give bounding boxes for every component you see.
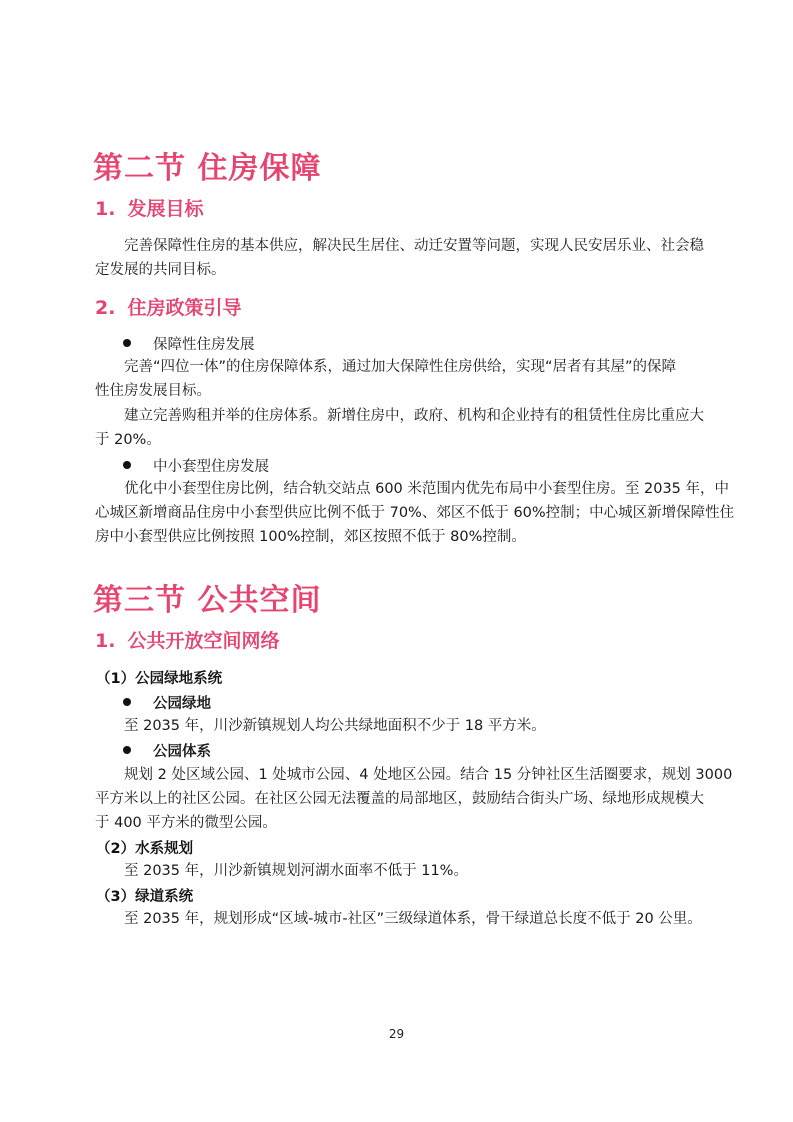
bullet-item <box>123 740 211 761</box>
minor-heading: （2）水系规划 <box>96 841 194 857</box>
bullet-icon <box>123 461 131 469</box>
paragraph-line: 平方米以上的社区公园。在社区公园无法覆盖的局部地区，鼓励结合街头广场、绿地形成规模大 <box>95 791 704 807</box>
paragraph-line: 心城区新增商品住房中小套型供应比例不低于 70%、郊区不低于 60%控制；中心城区新增保障性住 <box>95 505 735 521</box>
subsection-heading <box>95 194 203 221</box>
paragraph-line: 完善保障性住房的基本供应，解决民生居住、动迁安置等问题，实现人民安居乐业、社会稳 <box>124 238 704 254</box>
section-title: 第二节 住房保障 <box>93 151 322 186</box>
bullet-icon <box>123 339 131 347</box>
bullet-label: 公园绿地 <box>153 696 211 712</box>
subsection-title: 住房政策引导 <box>127 297 242 319</box>
minor-heading: （3）绿道系统 <box>96 889 194 905</box>
subsection-heading <box>95 626 279 653</box>
bullet-icon <box>123 698 131 706</box>
page-number: 29 <box>388 1027 405 1041</box>
paragraph-line: 于 400 平方米的微型公园。 <box>95 815 277 831</box>
paragraph-line: 完善“四位一体”的住房保障体系，通过加大保障性住房供给，实现“居者有其屋”的保障 <box>124 359 677 375</box>
minor-heading: （1）公园绿地系统 <box>96 671 223 687</box>
bullet-item <box>123 455 269 476</box>
paragraph-line: 至 2035 年，川沙新镇规划河湖水面率不低于 11%。 <box>124 863 468 879</box>
paragraph-line: 至 2035 年，规划形成“区域-城市-社区”三级绿道体系，骨干绿道总长度不低于 20 公里。 <box>124 911 702 927</box>
paragraph-line: 优化中小套型住房比例，结合轨交站点 600 米范围内优先布局中小套型住房。至 2035 年，中 <box>124 481 730 497</box>
bullet-label: 保障性住房发展 <box>153 337 255 353</box>
section-title: 第三节 公共空间 <box>93 583 322 618</box>
paragraph-line: 规划 2 处区域公园、1 处城市公园、4 处地区公园。结合 15 分钟社区生活圈要求，规划 3000 <box>124 767 733 783</box>
bullet-icon <box>123 746 131 754</box>
bullet-label: 公园体系 <box>153 744 211 760</box>
paragraph-line: 房中小套型供应比例按照 100%控制，郊区按照不低于 80%控制。 <box>95 529 526 545</box>
bullet-item <box>123 692 211 713</box>
subsection-number: 1. <box>95 198 116 220</box>
subsection-number: 1. <box>95 630 116 652</box>
paragraph-line: 性住房发展目标。 <box>95 383 211 399</box>
subsection-title: 公共开放空间网络 <box>127 630 280 652</box>
subsection-number: 2. <box>95 297 116 319</box>
bullet-label: 中小套型住房发展 <box>153 459 269 475</box>
paragraph-line: 至 2035 年，川沙新镇规划人均公共绿地面积不少于 18 平方米。 <box>124 718 546 734</box>
paragraph-line: 于 20%。 <box>95 432 161 448</box>
paragraph-line: 定发展的共同目标。 <box>95 262 226 278</box>
paragraph-line: 建立完善购租并举的住房体系。新增住房中，政府、机构和企业持有的租赁性住房比重应大 <box>124 408 704 424</box>
subsection-heading <box>95 293 241 320</box>
subsection-title: 发展目标 <box>127 198 204 220</box>
bullet-item <box>123 333 255 354</box>
